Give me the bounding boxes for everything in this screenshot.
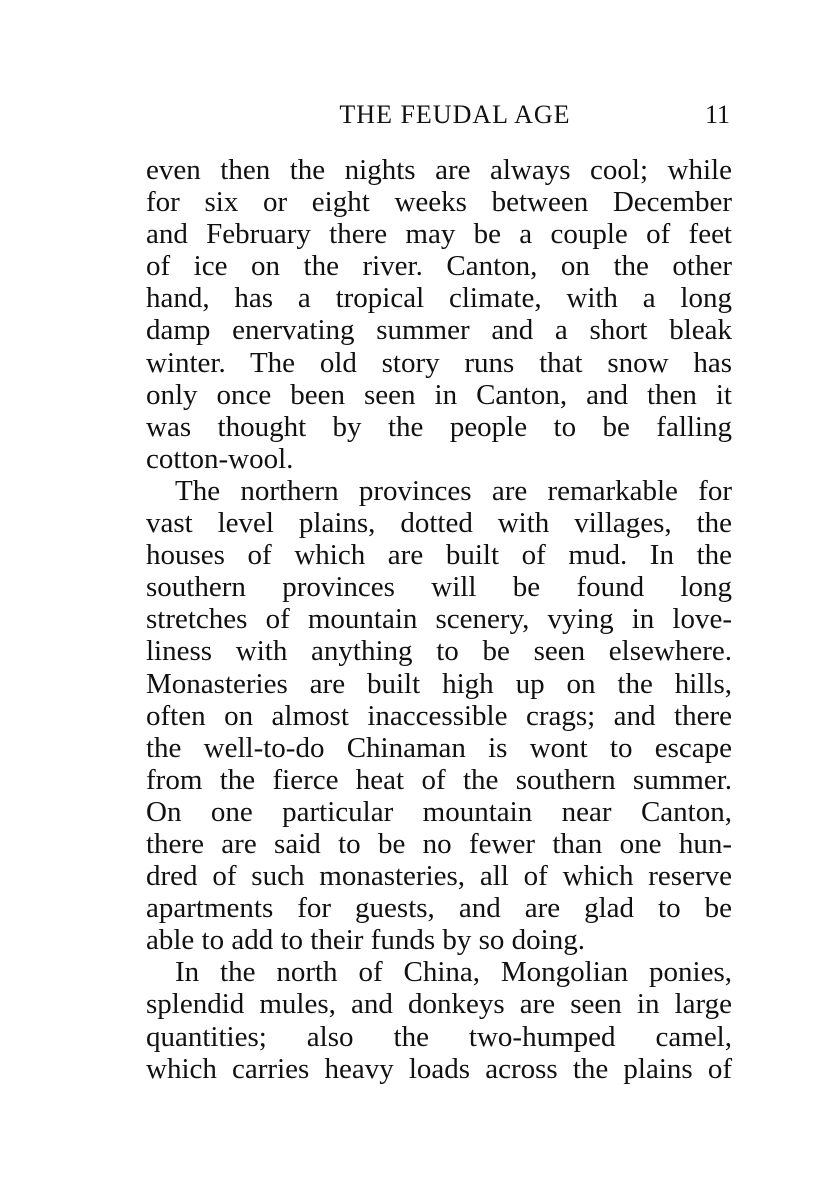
text-line: even then the nights are always cool; while xyxy=(146,154,732,186)
text-line: the well-to-do Chinaman is wont to escape xyxy=(146,731,732,764)
text-line: quantities; also the two-humped camel, xyxy=(146,1020,732,1053)
text-line: On one particular mountain near Canton, xyxy=(146,795,732,828)
text-line: In the north of China, Mongolian ponies, xyxy=(175,956,732,989)
page-number: 11 xyxy=(704,100,730,129)
text-line: able to add to their funds by so doing. xyxy=(146,924,585,957)
body-text xyxy=(146,154,732,1085)
text-line: which carries heavy loads across the plains of xyxy=(146,1052,732,1085)
text-line: splendid mules, and donkeys are seen in large xyxy=(146,988,732,1021)
text-line: dred of such monasteries, all of which reserve xyxy=(146,860,732,893)
text-line: stretches of mountain scenery, vying in love- xyxy=(146,603,732,636)
text-line: houses of which are built of mud. In the xyxy=(146,539,732,572)
text-line: for six or eight weeks between December xyxy=(146,186,732,219)
text-line: liness with anything to be seen elsewhere. xyxy=(146,635,732,668)
text-line: The northern provinces are remarkable for xyxy=(175,474,732,507)
text-line: southern provinces will be found long xyxy=(146,571,732,604)
text-line: only once been seen in Canton, and then it xyxy=(146,378,732,411)
text-line: vast level plains, dotted with villages, the xyxy=(146,507,732,540)
text-line: often on almost inaccessible crags; and there xyxy=(146,699,732,732)
text-line: of ice on the river. Canton, on the other xyxy=(146,250,732,283)
text-line: was thought by the people to be falling xyxy=(146,410,732,443)
text-line: hand, has a tropical climate, with a long xyxy=(146,282,732,315)
text-line: winter. The old story runs that snow has xyxy=(146,346,732,379)
running-head: THE FEUDAL AGE xyxy=(339,100,571,129)
text-line: from the fierce heat of the southern summer. xyxy=(146,763,732,796)
text-line: and February there may be a couple of feet xyxy=(146,218,732,251)
text-line: apartments for guests, and are glad to be xyxy=(146,892,732,925)
text-line: cotton-wool. xyxy=(146,442,294,475)
text-line: there are said to be no fewer than one hun- xyxy=(146,827,732,860)
page-header xyxy=(146,97,734,133)
text-line: Monasteries are built high up on the hills, xyxy=(146,667,732,700)
text-line: damp enervating summer and a short bleak xyxy=(146,314,732,347)
